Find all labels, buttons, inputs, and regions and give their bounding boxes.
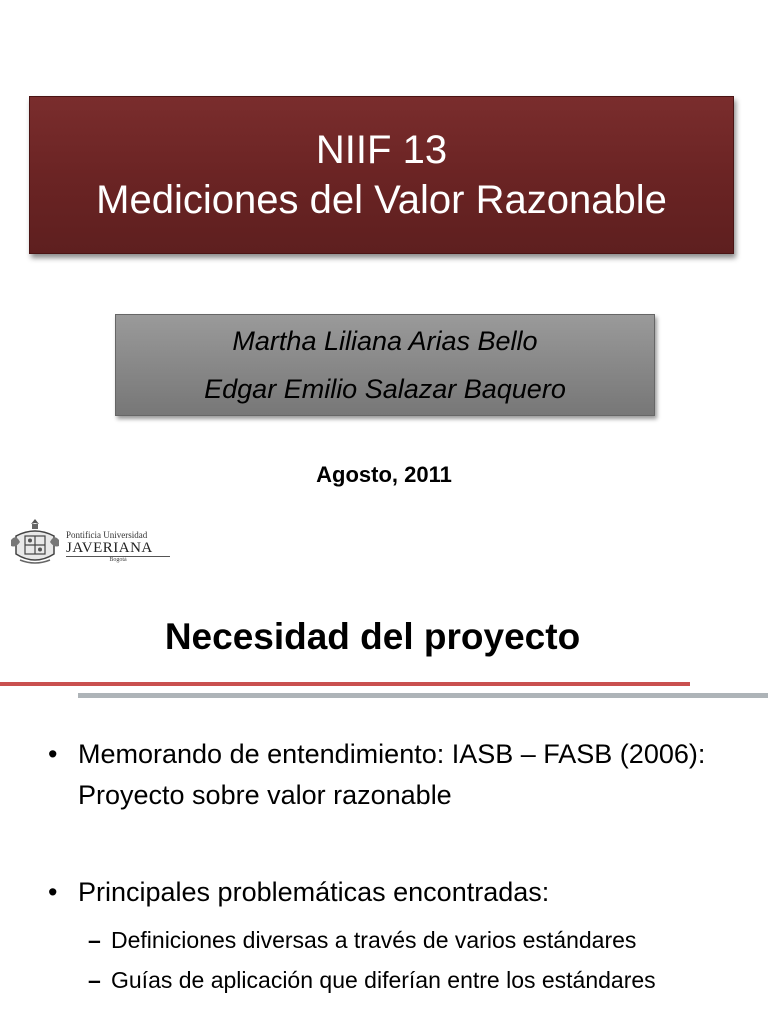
slide-title-line2: Mediciones del Valor Razonable xyxy=(96,178,667,222)
logo-line2: JAVERIANA xyxy=(66,540,170,557)
sub-bullet-text: Definiciones diversas a través de varios estándares xyxy=(111,927,637,953)
bullet-item xyxy=(48,734,748,816)
sub-bullet-item xyxy=(88,960,748,1000)
slide-title-line1: NIIF 13 xyxy=(315,128,448,172)
bullet-dot-icon: • xyxy=(48,877,58,907)
presentation-date: Agosto, 2011 xyxy=(316,462,452,487)
authors-box xyxy=(115,314,655,416)
title-box xyxy=(29,96,734,254)
slide-2 xyxy=(0,586,768,1024)
sub-bullet-text: Guías de aplicación que diferían entre los estándares xyxy=(111,967,656,993)
slide-2-title: Necesidad del proyecto xyxy=(164,616,581,657)
bullet-text: Principales problemáticas encontradas: xyxy=(78,877,550,907)
dash-icon: – xyxy=(88,927,101,953)
author-name: Edgar Emilio Salazar Baquero xyxy=(204,374,566,404)
title-divider-red xyxy=(0,682,690,686)
logo-line1: Pontificia Universidad xyxy=(66,530,148,540)
logo-line3: Bogotá xyxy=(109,557,127,563)
bullet-item xyxy=(48,872,748,913)
university-seal-icon xyxy=(8,516,62,568)
dash-icon: – xyxy=(88,967,101,993)
university-logo xyxy=(8,516,168,568)
author-name: Martha Liliana Arias Bello xyxy=(232,326,538,356)
logo-text xyxy=(66,530,170,563)
bullet-dot-icon: • xyxy=(48,739,58,769)
sub-bullet-item xyxy=(88,920,748,960)
title-divider-grey xyxy=(78,693,768,698)
bullet-text: Memorando de entendimiento: IASB – FASB (2006): Proyecto sobre valor razonable xyxy=(78,739,706,810)
